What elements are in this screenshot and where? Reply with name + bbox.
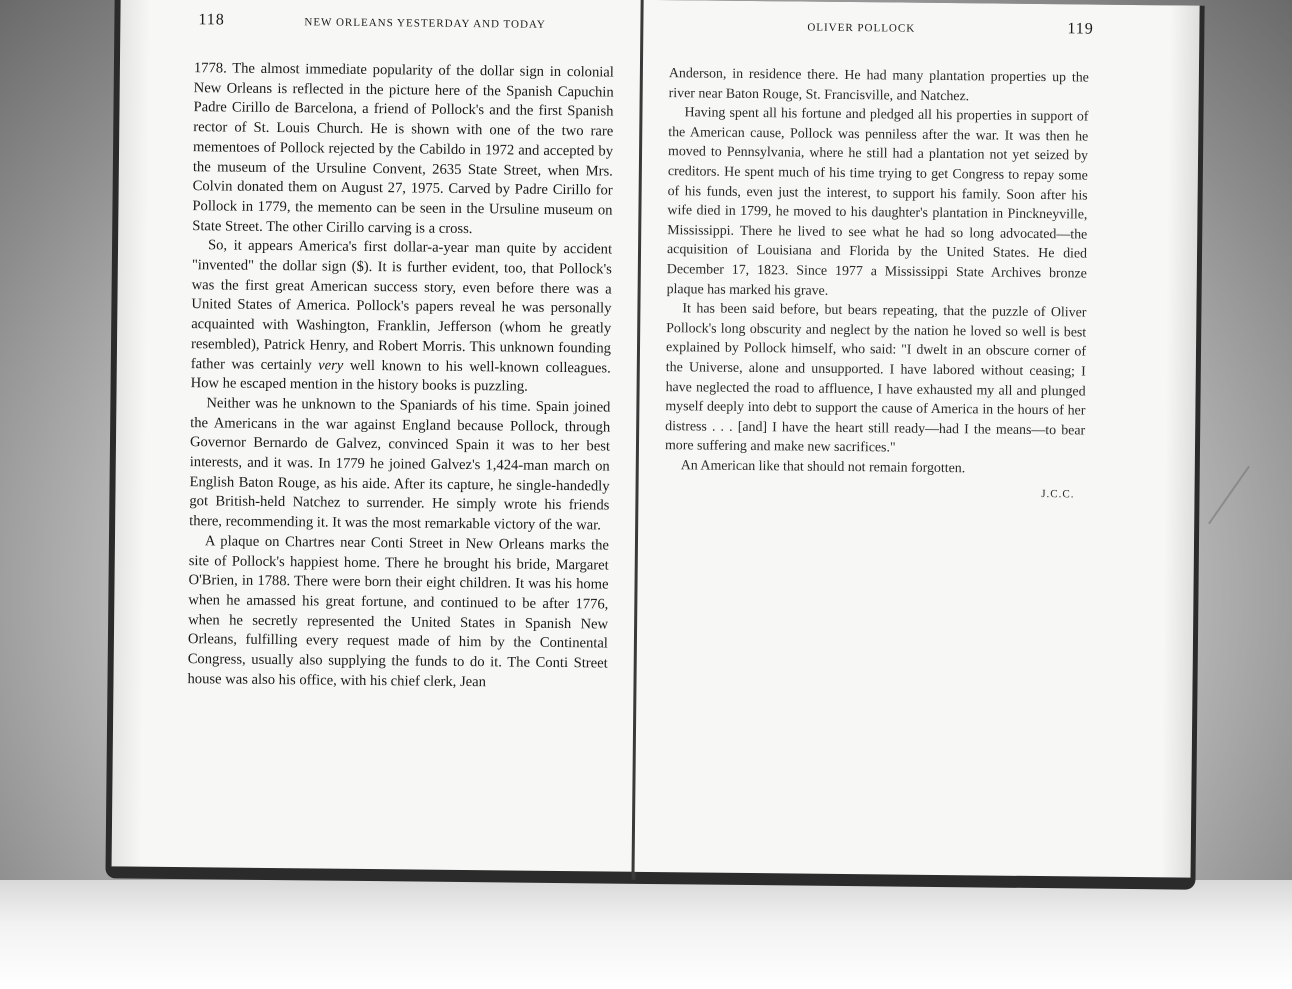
right-page	[635, 0, 1200, 878]
left-paragraph-4: A plaque on Chartres near Conti Street in New Orleans marks the site of Pollock's happiest home. There he brought his bride, Margaret O'Brien, in 1788. There were born their eight children. It was his home when he amassed his great fortune, and continued to be after 1776, when he secretly represented the United States in Spanish New Orleans, fulfilling every request made of him by the Continental Congress, usually also supplying the funds to do it. The Conti Street house was also his office, with his chief clerk, Jean	[187, 533, 610, 691]
right-body-text	[664, 64, 1089, 505]
left-body-text	[187, 59, 614, 694]
right-paragraph-4: An American like that should not remain forgotten.	[680, 458, 966, 477]
italic-emphasis: very	[318, 357, 344, 374]
left-paragraph-1: 1778. The almost immediate popularity of the dollar sign in colonial New Orleans is reflected in the picture here of the Spanish Capuchin Padre Cirillo de Barcelona, a friend of Pollock's and the first Spanish rector of St. Louis Church. He is shown with one of the two rare mementoes of Pollock rejected by the Cabildo in 1972 and accepted by the museum of the Ursuline Convent, 2635 State Street, when Mrs. Colvin donated them on August 27, 1975. Carved by Padre Cirillo for Pollock in 1779, the memento can be seen in the Ursuline museum on State Street. The other Cirillo carving is a cross.	[192, 60, 614, 237]
right-running-head: OLIVER POLLOCK	[807, 21, 916, 35]
left-paragraph-2-part-b: well known to his well-known colleagues. How he escaped mention in the history books is puzzling.	[190, 357, 611, 395]
right-paragraph-1: Anderson, in residence there. He had many plantation properties up the river near Baton Rouge, St. Francisville, and Natchez.	[668, 66, 1089, 104]
open-book	[105, 0, 1204, 896]
right-paragraph-2: Having spent all his fortune and pledged all his properties in support of the American cause, Pollock was penniless after the war. It was then he moved to Pennsylvania, where he still had a plantation not yet seized by creditors. He spent much of his time trying to get Congress to repay some of his funds, even just the interest, to support his family. Soon after his wife died in 1799, he moved to his daughter's plantation in Pinckneyville, Mississippi. There he lived to see what he had so long advocated—the acquisition of Louisiana and Florida by the United States. He died December 17, 1823. Since 1977 a Mississippi State Archives bronze plaque has marked his grave.	[666, 105, 1089, 299]
left-paragraph-2-part-a: So, it appears America's first dollar-a-year man quite by accident "invented" the dollar sign ($). It is further evident, too, that Pollock's was the first great American success story, even before there was a United States of America. Pollock's papers reveal he was personally acquainted with Washington, Franklin, Jefferson (whom he greatly resembled), Patrick Henry, and Robert Morris. This unknown founding father was certainly	[190, 237, 613, 373]
right-paragraph-3: It has been said before, but bears repeating, that the puzzle of Oliver Pollock's long obscurity and neglect by the nation he loved so well is best explained by Pollock himself, who said: "I dwelt in an obscure corner of the Universe, alone and unsupported. I have labored without ceasing; I have neglected the road to affluence, I have exhausted my all and plunged myself deeply into debt to support the cause of America in the hours of her distress . . . [and] I have the heart still ready—had I the means—to bear more suffering and make new sacrifices."	[664, 301, 1087, 456]
left-paragraph-2	[191, 236, 613, 398]
scanner-bed-margin	[0, 880, 1292, 989]
left-page-number: 118	[198, 11, 225, 29]
left-paragraph-3: Neither was he unknown to the Spaniards of his time. Spain joined the Americans in the war against England because Pollock, through Governor Bernardo de Galvez, convinced Spain it was to her best interests, and it was. In 1779 he joined Galvez's 1,424-man march on English Baton Rouge, as his aide. After its capture, he single-handedly got British-held Natchez to surrender. He simply wrote his friends there, recommending it. It was the most remarkable victory of the war.	[189, 395, 611, 534]
left-page	[112, 0, 644, 872]
right-page-number: 119	[1067, 20, 1094, 38]
left-running-head: NEW ORLEANS YESTERDAY AND TODAY	[304, 16, 546, 31]
author-initials: J.C.C.	[1041, 488, 1075, 501]
